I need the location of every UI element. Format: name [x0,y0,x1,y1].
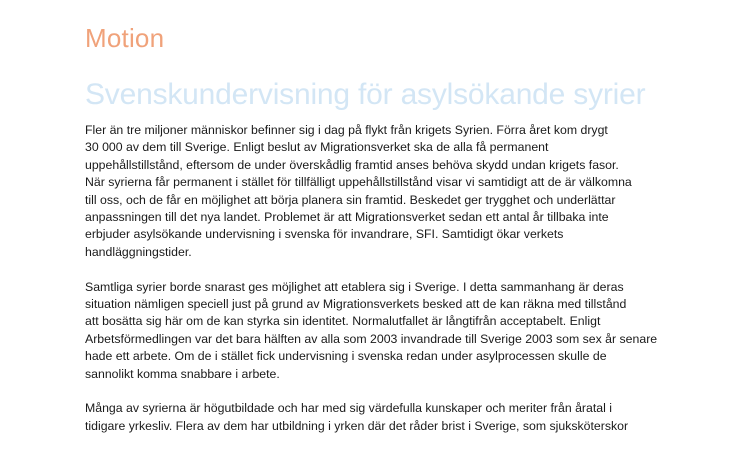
text-line: tidigare yrkesliv. Flera av dem har utbildning i yrken där det råder brist i Sverige, som sjuksköterskor [85,418,629,433]
text-line: anpassningen till det nya landet. Problemet är att Migrationsverket sedan ett antal år tillbaka inte [85,210,609,225]
text-line: uppehållstillstånd, eftersom de under överskådlig framtid anses behöva skydd undan krigets fasor. [85,157,619,172]
paragraph-3 [85,400,675,435]
paragraph-2 [85,279,675,383]
text-line: 30 000 av dem till Sverige. Enligt beslut av Migrationsverket ska de alla få permanent [85,140,549,155]
text-line: Många av syrierna är högutbildade och har med sig värdefulla kunskaper och meriter från åratal i [85,401,612,416]
text-line: sannolikt komma snabbare i arbete. [85,366,280,381]
document-body [85,122,675,453]
text-line: situation nämligen speciell just på grund av Migrationsverkets besked att de kan räkna med tillstånd [85,297,627,312]
text-line: att bosätta sig här om de kan styrka sin identitet. Normalutfallet är långtifrån acceptabelt. Enligt [85,314,601,329]
text-line: till oss, och de får en möjlighet att börja planera sin framtid. Beskedet ger trygghet och underlättar [85,192,616,207]
text-line: När syrierna får permanent i stället för tillfälligt uppehållstillstånd visar vi samtidigt att de är välkomna [85,175,632,190]
text-line: erbjuder asylsökande undervisning i svenska för invandrare, SFI. Samtidigt ökar verkets [85,227,564,242]
paragraph-1 [85,122,675,261]
text-line: Fler än tre miljoner människor befinner sig i dag på flykt från krigets Syrien. Förra året kom drygt [85,123,608,137]
text-line: Arbetsförmedlingen var det bara hälften av alla som 2003 invandrade till Sverige 2003 som sex år senare [85,331,658,346]
document-title: Svenskundervisning för asylsökande syrier [85,78,646,111]
text-line: Samtliga syrier borde snarast ges möjlighet att etablera sig i Sverige. I detta sammanhang är deras [85,279,624,294]
document-type-label: Motion [85,23,165,53]
text-line: hade ett arbete. Om de i stället fick undervisning i svenska redan under asylprocessen skulle de [85,349,607,364]
text-line: handläggningstider. [85,244,192,259]
